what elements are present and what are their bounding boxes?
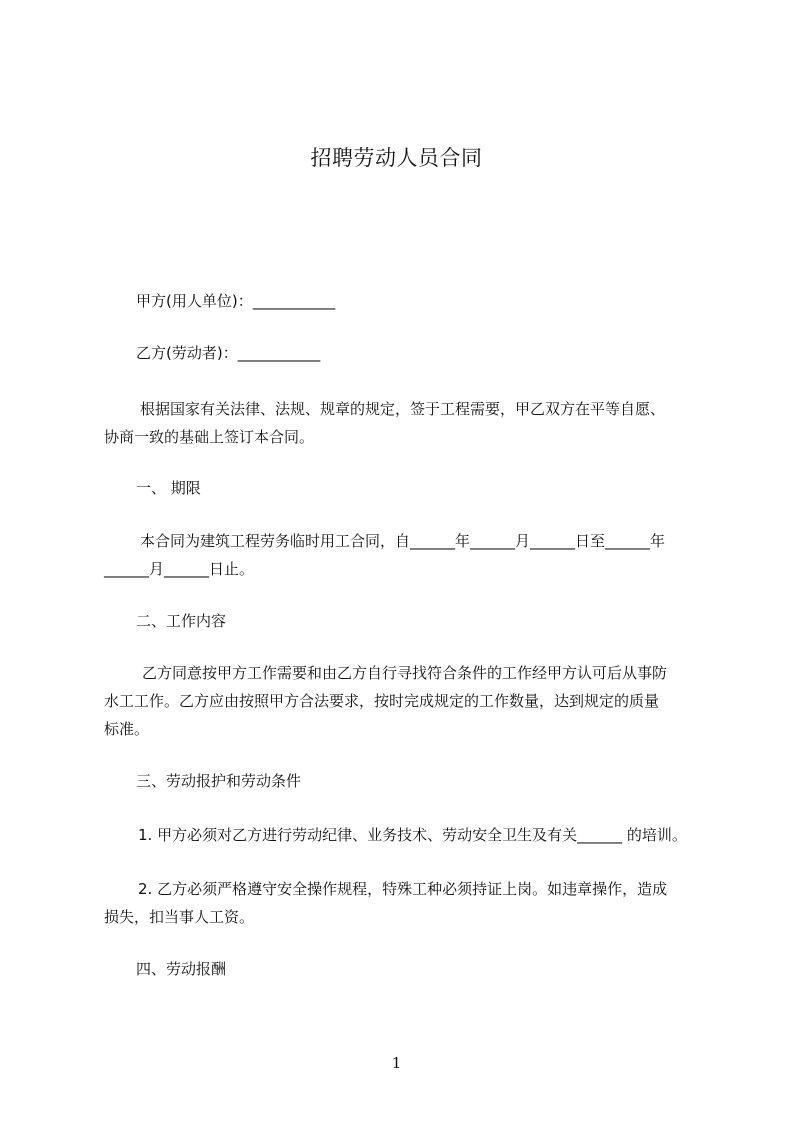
- page-number: 1: [391, 1054, 402, 1072]
- section-work-line-3: 标准。: [104, 720, 150, 738]
- preamble-line-1: 根据国家有关法律、法规、规章的规定，签于工程需要，甲乙双方在平等自愿、: [140, 400, 666, 418]
- preamble-line-2: 协商一致的基础上签订本合同。: [104, 428, 315, 446]
- section-work-heading: 二、工作内容: [136, 612, 227, 630]
- section-protection-heading: 三、劳动报护和劳动条件: [136, 772, 302, 790]
- section-protection-item-1: 1. 甲方必须对乙方进行劳动纪律、业务技术、劳动安全卫生及有关______ 的培训。: [138, 826, 687, 844]
- section-protection-item-2-line-1: 2. 乙方必须严格遵守安全操作规程，特殊工种必须持证上岗。如违章操作，造成: [138, 880, 668, 898]
- contract-title: 招聘劳动人员合同: [310, 146, 483, 170]
- party-a-line: 甲方(用人单位)：___________: [136, 292, 336, 310]
- section-term-line-1: 本合同为建筑工程劳务临时用工合同，自______年______月______日至______年: [140, 532, 666, 550]
- section-protection-item-2-line-2: 损失，扣当事人工资。: [104, 908, 255, 926]
- party-b-line: 乙方(劳动者)：___________: [136, 344, 321, 362]
- section-work-line-2: 水工工作。乙方应由按照甲方合法要求，按时完成规定的工作数量，达到规定的质量: [104, 692, 660, 710]
- section-pay-heading: 四、劳动报酬: [136, 960, 227, 978]
- section-term-line-2: ______月______日止。: [104, 560, 255, 578]
- section-term-heading: 一、 期限: [136, 479, 201, 497]
- section-work-line-1: 乙方同意按甲方工作需要和由乙方自行寻找符合条件的工作经甲方认可后从事防: [142, 664, 668, 682]
